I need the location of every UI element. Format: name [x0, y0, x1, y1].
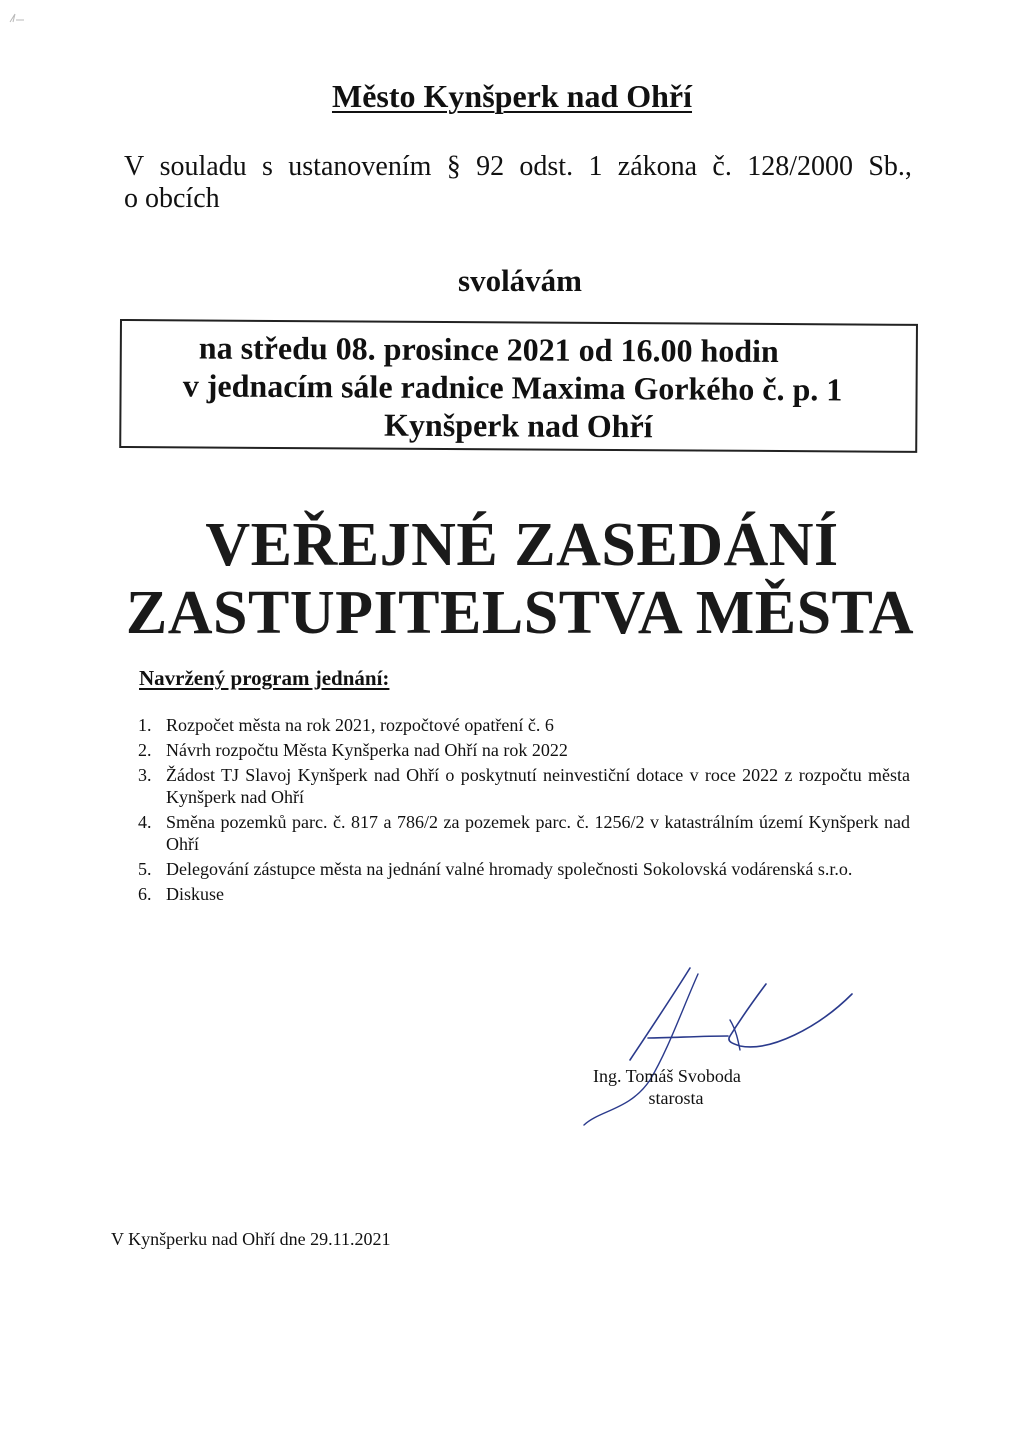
- intro-word: č.: [712, 151, 732, 182]
- headline-line-2: ZASTUPITELSTVA MĚSTA: [125, 579, 915, 647]
- agenda-item: [138, 883, 910, 905]
- agenda-item-number: 3.: [138, 765, 152, 785]
- intro-word: odst.: [519, 151, 574, 182]
- agenda-item: [138, 714, 910, 736]
- agenda-item: [138, 739, 910, 761]
- meeting-venue: v jednacím sále radnice Maxima Gorkého č. p. 1: [182, 367, 843, 408]
- intro-word: 1: [588, 151, 603, 182]
- meeting-date-time: na středu 08. prosince 2021 od 16.00 hodin: [198, 329, 779, 370]
- intro-word: zákona: [617, 151, 698, 182]
- headline-line-1: VEŘEJNÉ ZASEDÁNÍ: [205, 511, 839, 579]
- intro-word: souladu: [159, 151, 247, 182]
- town-title-text: Město Kynšperk nad Ohří: [331, 78, 693, 114]
- agenda-item-text: Rozpočet města na rok 2021, rozpočtové opatření č. 6: [166, 715, 554, 735]
- agenda-item-number: 4.: [138, 812, 152, 832]
- intro-word: ustanovením: [288, 151, 432, 182]
- meeting-details-box: [119, 319, 918, 453]
- agenda-item-number: 1.: [138, 715, 152, 735]
- date-line: V Kynšperku nad Ohří dne 29.11.2021: [111, 1229, 391, 1249]
- signer-name: Ing. Tomáš Svoboda: [593, 1066, 741, 1086]
- convene-word: svolávám: [458, 263, 582, 298]
- agenda-item-number: 5.: [138, 859, 152, 879]
- legal-intro-line-2: o obcích: [124, 183, 220, 214]
- agenda-list: [138, 714, 910, 908]
- intro-word: 128/2000: [747, 151, 853, 182]
- intro-word: Sb.,: [868, 151, 912, 182]
- agenda-item-text: Návrh rozpočtu Města Kynšperka nad Ohří na rok 2022: [166, 740, 568, 760]
- meeting-town: Kynšperk nad Ohří: [383, 406, 653, 445]
- legal-intro: [124, 151, 924, 215]
- agenda-item-number: 6.: [138, 884, 152, 904]
- headline: [0, 511, 1024, 647]
- agenda-item-text: Směna pozemků parc. č. 817 a 786/2 za pozemek parc. č. 1256/2 v katastrálním území Kynšperk nad Ohří: [166, 812, 910, 854]
- agenda-item-number: 2.: [138, 740, 152, 760]
- agenda-item: [138, 858, 910, 880]
- program-heading: Navržený program jednání:: [139, 666, 390, 690]
- intro-word: V: [124, 151, 145, 182]
- agenda-item: [138, 764, 910, 808]
- corner-pencil-mark: [6, 10, 28, 26]
- intro-word: 92: [476, 151, 505, 182]
- agenda-item-text: Delegování zástupce města na jednání valné hromady společnosti Sokolovská vodárenská s.r.o.: [166, 859, 853, 879]
- intro-word: s: [262, 151, 273, 182]
- agenda-item-text: Diskuse: [166, 884, 224, 904]
- signer-role: starosta: [648, 1088, 704, 1108]
- signer-block: [593, 1065, 741, 1109]
- legal-intro-line-1: [124, 151, 912, 183]
- agenda-item-text: Žádost TJ Slavoj Kynšperk nad Ohří o poskytnutí neinvestiční dotace v roce 2022 z rozpočtu města Kynšperk nad Ohří: [166, 765, 910, 807]
- intro-word: §: [446, 151, 461, 182]
- agenda-item: [138, 811, 910, 855]
- town-title: [0, 74, 1024, 118]
